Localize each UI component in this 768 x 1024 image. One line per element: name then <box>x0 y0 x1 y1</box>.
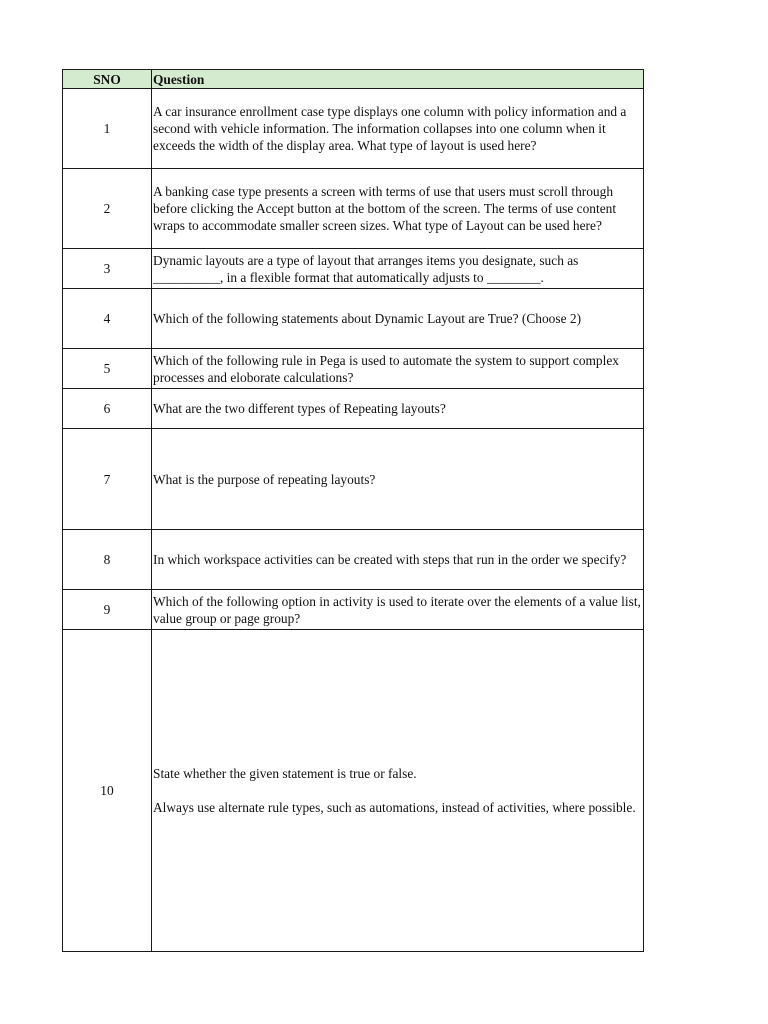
question-cell: What is the purpose of repeating layouts? <box>152 429 644 530</box>
question-cell: What are the two different types of Repeating layouts? <box>152 389 644 429</box>
table-header-row <box>63 70 644 89</box>
sno-cell: 8 <box>63 530 152 590</box>
question-column-header: Question <box>152 70 644 89</box>
table-row <box>63 169 644 249</box>
question-cell <box>152 630 644 952</box>
questions-table <box>62 69 644 952</box>
question-cell: A banking case type presents a screen with terms of use that users must scroll through before clicking the Accept button at the bottom of the screen. The terms of use content wraps to accommodate smaller screen sizes. What type of Layout can be used here? <box>152 169 644 249</box>
table-row <box>63 349 644 389</box>
sno-cell: 10 <box>63 630 152 952</box>
sno-cell: 7 <box>63 429 152 530</box>
table-row <box>63 630 644 952</box>
table-row <box>63 389 644 429</box>
question-sheet <box>62 69 643 952</box>
sno-cell: 2 <box>63 169 152 249</box>
paragraph-gap <box>153 782 641 799</box>
question-text-continued: Always use alternate rule types, such as automations, instead of activities, where possible. <box>153 800 636 815</box>
sno-cell: 1 <box>63 89 152 169</box>
table-row <box>63 530 644 590</box>
sno-cell: 5 <box>63 349 152 389</box>
sno-cell: 9 <box>63 590 152 630</box>
table-row <box>63 249 644 289</box>
table-row <box>63 429 644 530</box>
question-cell: Which of the following rule in Pega is used to automate the system to support complex processes and eloborate calculations? <box>152 349 644 389</box>
sno-cell: 6 <box>63 389 152 429</box>
sno-cell: 3 <box>63 249 152 289</box>
table-row <box>63 590 644 630</box>
question-text: State whether the given statement is true or false. <box>153 766 417 781</box>
table-row <box>63 289 644 349</box>
question-cell: Which of the following statements about Dynamic Layout are True? (Choose 2) <box>152 289 644 349</box>
sno-cell: 4 <box>63 289 152 349</box>
table-row <box>63 89 644 169</box>
question-cell: In which workspace activities can be created with steps that run in the order we specify? <box>152 530 644 590</box>
sno-column-header: SNO <box>63 70 152 89</box>
question-cell: Which of the following option in activity is used to iterate over the elements of a value list, value group or page group? <box>152 590 644 630</box>
question-cell: A car insurance enrollment case type displays one column with policy information and a second with vehicle information. The information collapses into one column when it exceeds the width of the display area. What type of layout is used here? <box>152 89 644 169</box>
question-cell: Dynamic layouts are a type of layout that arranges items you designate, such as __________, in a flexible format that automatically adjusts to ________. <box>152 249 644 289</box>
